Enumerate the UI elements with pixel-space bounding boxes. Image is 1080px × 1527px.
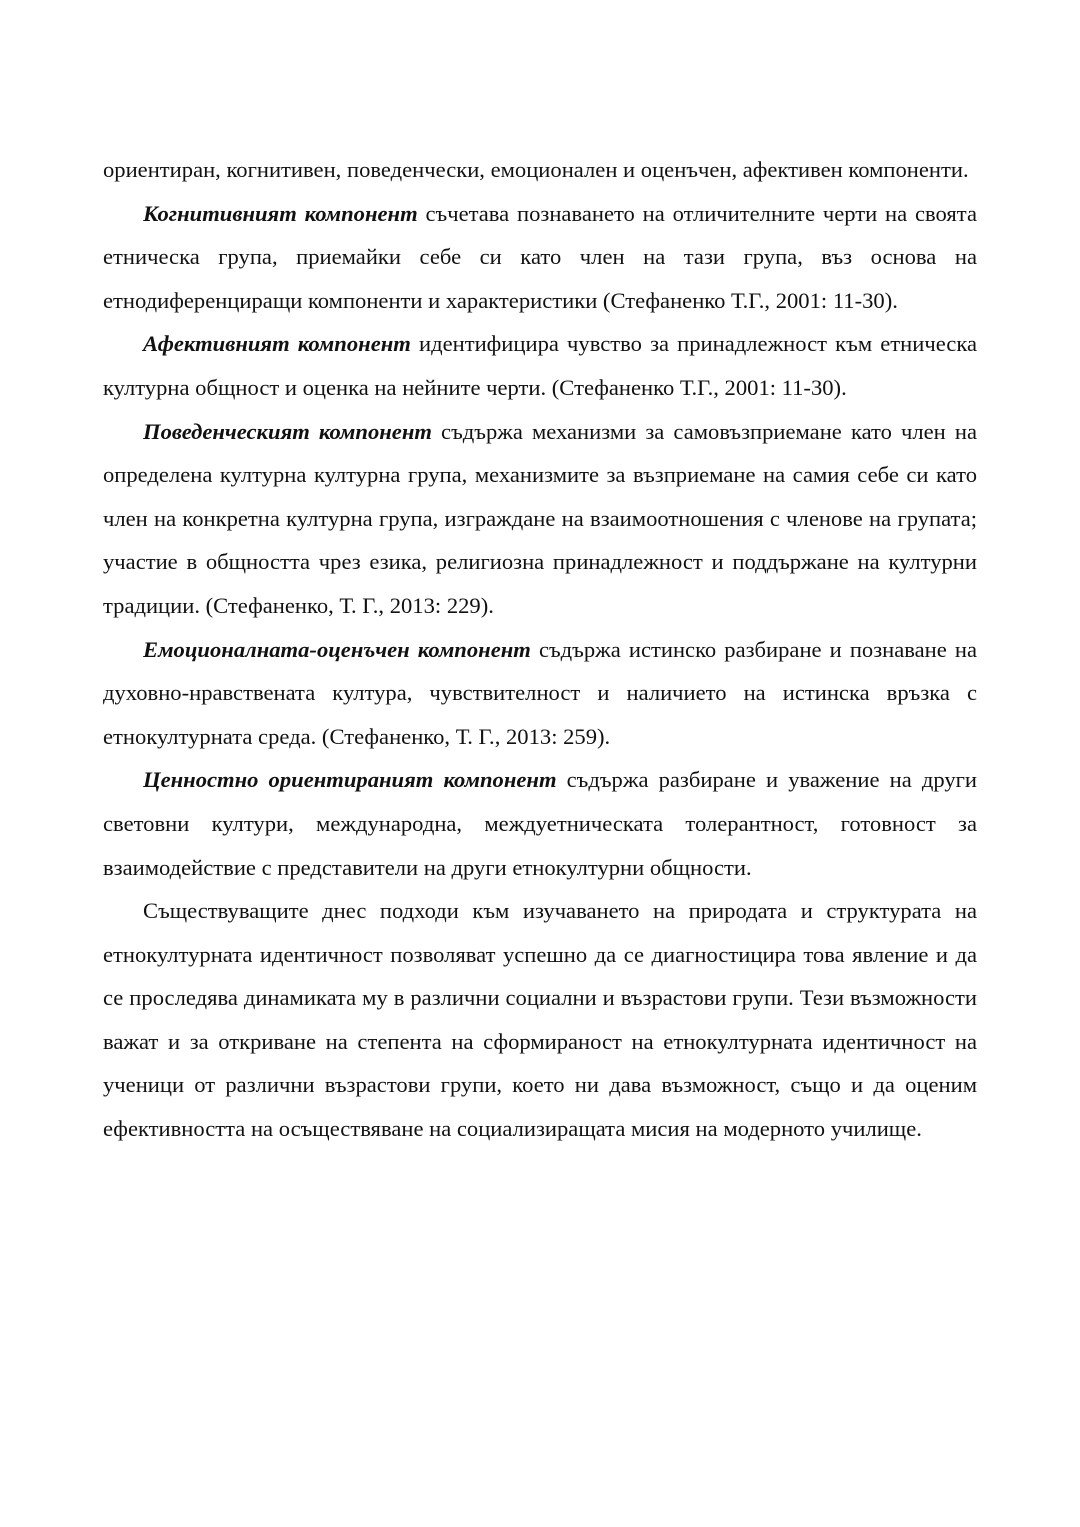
paragraph-behavioral-component [103,410,977,628]
paragraph-continuation [103,148,977,192]
term-emotional-evaluative-component: Емоционалната-оценъчен компонент [143,636,531,662]
paragraph-text: съдържа истинско разбиране и познаване на духовно-нравствената култура, чувствителност и наличието на истинска връзка с етнокултурната среда. (Стефаненко, Т. Г., 2013: 259). [103,636,977,749]
paragraph-emotional-evaluative-component [103,628,977,759]
term-behavioral-component: Поведенческият компонент [143,418,432,444]
paragraph-existing-approaches [103,889,977,1151]
paragraph-text: съдържа разбиране и уважение на други световни култури, международна, междуетническата толерантност, готовност за взаимодействие с представители на други етнокултурни общности. [103,767,977,880]
term-affective-component: Афективният компонент [143,331,411,357]
term-cognitive-component: Когнитивният компонент [143,200,418,226]
paragraph-text: съдържа механизми за самовъзприемане като член на определена културна културна група, механизмите за възприемане на самия себе си като член на конкретна културна група, изграждане на взаимоотношения с членове на групата; участие в общността чрез езика, религиозна принадлежност и поддържане на културни традиции. (Стефаненко, Т. Г., 2013: 229). [103,418,977,618]
paragraph-cognitive-component [103,192,977,323]
term-value-oriented-component: Ценностно ориентираният компонент [143,767,557,793]
paragraph-text: Съществуващите днес подходи към изучаването на природата и структурата на етнокултурната идентичност позволяват успешно да се диагностицира това явление и да се проследява динамиката му в различни социални и възрастови групи. Тези възможности важат и за откриване на степента на сформираност на етнокултурната идентичност на ученици от различни възрастови групи, което ни дава възможност, също и да оценим ефективността на осъществяване на социализиращата мисия на модерното училище. [103,898,977,1142]
paragraph-text: съчетава познаването на отличителните черти на своята етническа група, приемайки себе си като член на тази група, въз основа на етнодиференциращи компоненти и характеристики (Стефаненко Т.Г., 2001: 11-30). [103,200,977,313]
document-page [103,148,977,1151]
paragraph-text: ориентиран, когнитивен, поведенчески, емоционален и оценъчен, афективен компоненти. [103,157,969,182]
paragraph-affective-component [103,322,977,409]
paragraph-value-oriented-component [103,758,977,889]
paragraph-text: идентифицира чувство за принадлежност към етническа културна общност и оценка на нейните черти. (Стефаненко Т.Г., 2001: 11-30). [103,331,977,400]
